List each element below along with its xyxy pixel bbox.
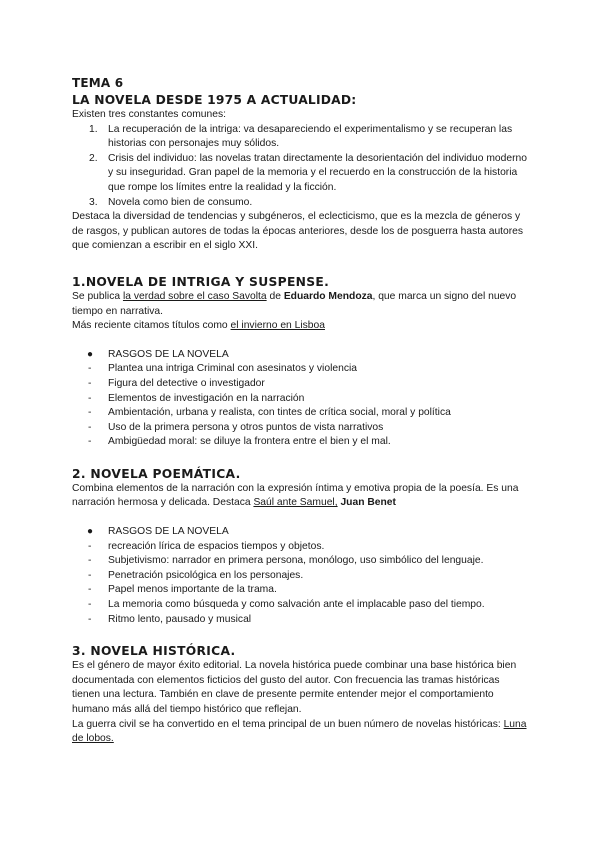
list-item: - Plantea una intriga Criminal con asesinatos y violencia — [88, 363, 357, 375]
historica-paragraph: Es el género de mayor éxito editorial. La novela histórica puede combinar una base histórica bien documentada con elementos ficticios del gusto del autor. Con frecuencia las tramas históricas tienen una lectura. También en clave de presente permite entender mejor el comportamiento humano más allá del tiempo histórico que reflejan. — [72, 660, 517, 715]
tema-heading: TEMA 6 — [72, 76, 124, 90]
intro-text: Existen tres constantes comunes: — [72, 109, 226, 120]
book-title-link: la verdad sobre el caso Savolta — [122, 290, 267, 302]
book-title-link: el invierno en Lisboa — [230, 320, 325, 332]
list-item: - Ambigüedad moral: se diluye la frontera entre el bien y el mal. — [88, 436, 391, 448]
section-heading-intriga: 1.NOVELA DE INTRIGA Y SUSPENSE. — [72, 274, 330, 289]
section-heading-poematica: 2. NOVELA POEMÁTICA. — [72, 466, 241, 481]
bullet-icon: ● — [87, 348, 94, 360]
rasgos-list — [72, 540, 528, 628]
list-item: - Figura del detective o investigador — [88, 377, 265, 389]
list-item: 1. La recuperación de la intriga: va desapareciendo el experimentalismo y se recuperan las historias con personajes muy sólidos. — [89, 123, 513, 150]
list-item: - Uso de la primera persona y otros puntos de vista narrativos — [88, 421, 384, 433]
intriga-paragraph-2: Más reciente citamos títulos como el invierno en Lisboa — [72, 320, 325, 332]
rasgos-list — [72, 362, 528, 450]
list-item: - Ritmo lento, pausado y musical — [88, 613, 252, 625]
rasgos-heading: ● RASGOS DE LA NOVELA — [72, 525, 528, 540]
list-item: - recreación lírica de espacios tiempos y objetos. — [88, 540, 325, 552]
list-item: 2. Crisis del individuo: las novelas tratan directamente la desorientación del individuo moderno y su inseguridad. Gran papel de la memoria y el recuerdo en la construcción de la historia que rompe los límites entre la realidad y la ficción. — [89, 152, 527, 193]
intriga-paragraph: Se publica la verdad sobre el caso Savolta de Eduardo Mendoza, que marca un signo del nuevo tiempo en narrativa. — [72, 290, 517, 317]
document-page — [72, 76, 528, 747]
list-item: 3. Novela como bien de consumo. — [89, 196, 253, 208]
constantes-list — [72, 123, 528, 211]
rasgos-heading: ● RASGOS DE LA NOVELA — [72, 348, 528, 363]
list-item: - Papel menos importante de la trama. — [88, 584, 277, 596]
list-item: - La memoria como búsqueda y como salvación ante el implacable paso del tiempo. — [88, 599, 485, 611]
book-title-link: Luna de lobos. — [72, 718, 527, 745]
document-title: LA NOVELA DESDE 1975 A ACTUALIDAD: — [72, 93, 357, 107]
bullet-icon: ● — [87, 526, 94, 538]
author-name: Juan Benet — [337, 497, 396, 509]
list-item: - Penetración psicológica en los personajes. — [88, 569, 304, 581]
list-item: - Ambientación, urbana y realista, con tintes de crítica social, moral y política — [88, 407, 451, 419]
section-heading-historica: 3. NOVELA HISTÓRICA. — [72, 644, 236, 659]
diversidad-paragraph: Destaca la diversidad de tendencias y subgéneros, el eclecticismo, que es la mezcla de géneros y de rasgos, y publican autores de todas la épocas anteriores, desde los de posguerra hasta autores que comienzan a escribir en el siglo XXI. — [72, 211, 524, 252]
list-item: - Elementos de investigación en la narración — [88, 392, 305, 404]
poematica-paragraph: Combina elementos de la narración con la expresión íntima y emotiva propia de la poesía. Es una narración hermosa y delicada. Destaca Saúl ante Samuel, Juan Benet — [72, 482, 519, 509]
list-item: - Subjetivismo: narrador en primera persona, monólogo, uso simbólico del lenguaje. — [88, 555, 484, 567]
author-name: Eduardo Mendoza — [283, 290, 373, 302]
historica-paragraph-2: La guerra civil se ha convertido en el tema principal de un buen número de novelas históricas: Luna de lobos. — [72, 718, 527, 745]
book-title-link: Saúl ante Samuel, — [253, 497, 338, 509]
